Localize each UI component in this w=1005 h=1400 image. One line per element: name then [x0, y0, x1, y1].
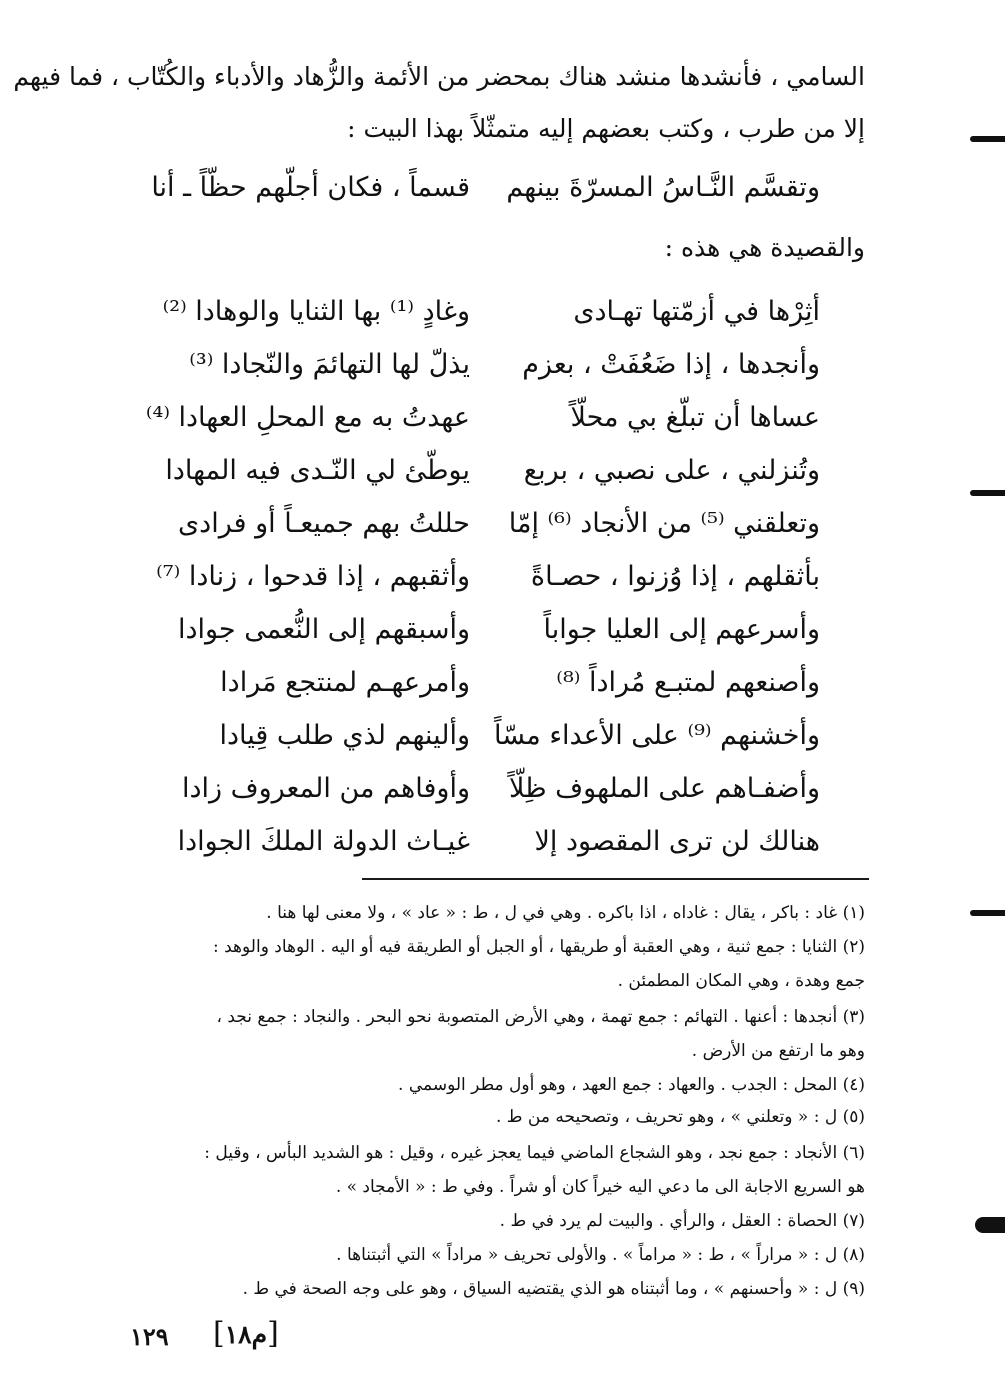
poem-first-hemistich: أثِرْها في أزمّتها تهـادى — [573, 296, 820, 327]
footnote-line: وهو ما ارتفع من الأرض . — [691, 1041, 865, 1061]
signature-mark — [213, 1316, 279, 1351]
poem-second-hemistich: وغادٍ ⁽¹⁾ بها الثنايا والوهادا ⁽²⁾ — [162, 296, 470, 327]
poem-verse — [180, 504, 820, 548]
poem-second-hemistich: وأسبقهم إلى النُّعمى جوادا — [177, 614, 470, 645]
footnote-line: (٨) ل : « مراراً » ، ط : « مراماً » . والأولى تحريف « مراداً » التي أثبتناها . — [336, 1245, 865, 1265]
margin-mark — [970, 136, 1005, 142]
poem-verse — [162, 292, 820, 336]
poem-verse — [177, 610, 820, 654]
margin-mark — [970, 910, 1005, 916]
poem-first-hemistich: بأثقلهم ، إذا وُزنوا ، حصـاةً — [530, 561, 820, 592]
poem-verse — [156, 557, 820, 601]
poem-first-hemistich: هنالك لن ترى المقصود إلا — [534, 826, 820, 857]
cited-verse-first-hemistich: وتقسَّم النَّـاسُ المسرّةَ بينهم — [506, 172, 820, 203]
footnote-line: (٢) الثنايا : جمع ثنية ، وهي العقبة أو طريقها ، أو الجبل أو الطريقة فيه أو اليه . الوهاد والوهد : — [212, 937, 865, 957]
poem-first-hemistich: عساها أن تبلّغ بي محلّاً — [570, 402, 820, 433]
footnote-line: (٥) ل : « وتعلني » ، وهو تحريف ، وتصحيحه من ط . — [495, 1107, 865, 1127]
poem-verse — [180, 345, 820, 389]
poem-first-hemistich: وتعلقني ⁽⁵⁾ من الأنجاد ⁽⁶⁾ إمّا — [508, 508, 820, 539]
poem-second-hemistich: وأوفاهم من المعروف زادا — [181, 773, 470, 804]
poem-second-hemistich: وألينهم لذي طلب قِيادا — [219, 720, 470, 751]
margin-mark — [975, 1217, 1005, 1233]
footnote-line: جمع وهدة ، وهي المكان المطمئن . — [617, 971, 865, 991]
signature-bracket-left-icon: ] — [213, 1316, 225, 1351]
page-number: ١٢٩ — [130, 1322, 169, 1351]
poem-second-hemistich: وأمرعهـم لمنتجع مَرادا — [220, 667, 470, 698]
intro-line-3: والقصيدة هي هذه : — [664, 233, 865, 262]
poem-first-hemistich: وتُنزلني ، على نصبي ، بربع — [523, 455, 820, 486]
cited-verse — [151, 168, 820, 212]
poem-second-hemistich: عهدتُ به مع المحلِ العهادا ⁽⁴⁾ — [145, 402, 470, 433]
poem-first-hemistich: وأنجدها ، إذا ضَعُفَتْ ، بعزم — [522, 349, 820, 380]
poem-second-hemistich: يذلّ لها التهائمَ والنّجادا ⁽³⁾ — [189, 349, 470, 380]
poem-first-hemistich: وأسرعهم إلى العليا جواباً — [543, 614, 820, 645]
footnote-line: (٩) ل : « وأحسنهم » ، وما أثبتناه هو الذي يقتضيه السياق ، وهو على وجه الصحة في ط . — [242, 1279, 865, 1299]
margin-mark — [970, 490, 1005, 496]
poem-second-hemistich: غيـاث الدولة الملكَ الجوادا — [177, 826, 470, 857]
footnote-line: (٧) الحصاة : العقل ، والرأي . والبيت لم يرد في ط . — [499, 1211, 865, 1231]
poem-second-hemistich: يوطّئ لي النّـدى فيه المهادا — [165, 455, 470, 486]
footnote-line: (٣) أنجدها : أعنها . التهائم : جمع تهمة ، وهي الأرض المتصوبة نحو البحر . والنجاد : جمع نجد ، — [216, 1007, 865, 1027]
cited-verse-second-hemistich: قسماً ، فكان أجلّهم حظّاً ـ أنا — [151, 172, 470, 203]
poem-verse — [180, 716, 820, 760]
intro-line-1: السامي ، فأنشدها منشد هناك بمحضر من الأئمة والزُّهاد والأدباء والكُتّاب ، فما فيهم — [13, 62, 865, 91]
poem-first-hemistich: وأضفـاهم على الملهوف ظِلّاً — [508, 773, 820, 804]
poem-first-hemistich: وأصنعهم لمتبـع مُراداً ⁽⁸⁾ — [556, 667, 820, 698]
footnote-line: (٤) المحل : الجدب . والعهاد : جمع العهد ، وهو أول مطر الوسمي . — [398, 1075, 865, 1095]
poem-verse — [177, 822, 820, 866]
poem-verse — [145, 398, 820, 442]
footnote-line: هو السريع الاجابة الى ما دعي اليه خيراً كان أو شراً . وفي ط : « الأمجاد » . — [335, 1177, 865, 1197]
poem-second-hemistich: حللتُ بهم جميعـاً أو فرادى — [178, 508, 470, 539]
signature-bracket-right-icon: [ — [267, 1316, 279, 1351]
poem-verse — [180, 769, 820, 813]
poem-verse — [180, 663, 820, 707]
intro-line-2: إلا من طرب ، وكتب بعضهم إليه متمثّلاً بهذا البيت : — [347, 114, 865, 143]
footnote-line: (٦) الأنجاد : جمع نجد ، وهو الشجاع الماضي فيما يعجز غيره ، وقيل : هو الشديد البأس ، وقيل : — [204, 1143, 865, 1163]
poem-first-hemistich: وأخشنهم ⁽⁹⁾ على الأعداء مسّاً — [493, 720, 820, 751]
footnote-divider — [362, 878, 869, 880]
footnote-line: (١) غاد : باكر ، يقال : غاداه ، اذا باكره . وهي في ل ، ط : « عاد » ، ولا معنى لها هنا . — [266, 903, 865, 923]
poem-verse — [165, 451, 820, 495]
poem-second-hemistich: وأثقبهم ، إذا قدحوا ، زنادا ⁽⁷⁾ — [156, 561, 470, 592]
signature-text: م١٨ — [224, 1320, 268, 1349]
